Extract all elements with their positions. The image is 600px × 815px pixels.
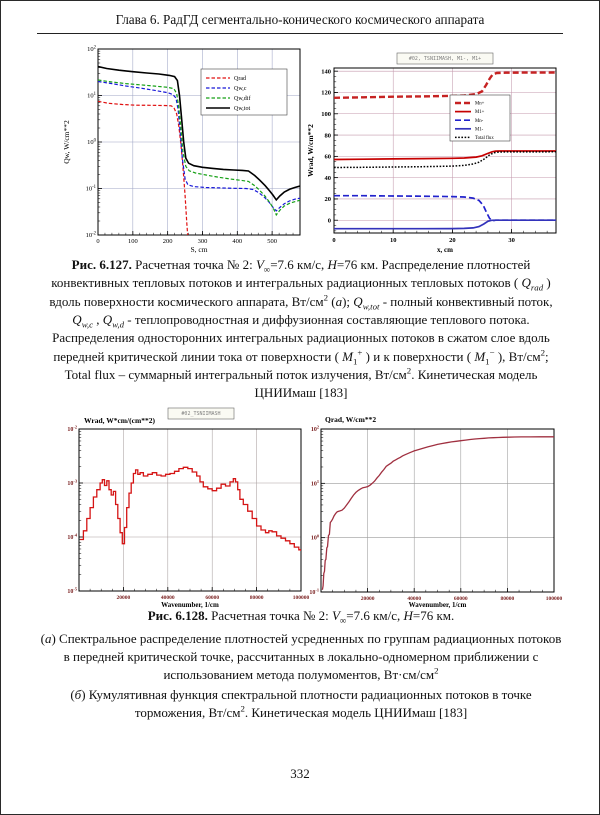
svg-text:Total flux: Total flux: [475, 136, 494, 142]
svg-text:Wrad, W/cm**2: Wrad, W/cm**2: [306, 124, 315, 177]
svg-text:80000: 80000: [500, 596, 515, 602]
chart-spectral-flux: [56, 404, 308, 610]
svg-text:100000: 100000: [545, 596, 563, 602]
page-number: 332: [290, 766, 310, 781]
svg-text:10-2: $10^{-2}$: [67, 424, 77, 433]
svg-text:400: 400: [232, 238, 243, 245]
chart-qw-vs-surface: [56, 43, 304, 255]
svg-text:300: 300: [197, 238, 208, 245]
svg-text:0: 0: [96, 238, 100, 245]
svg-text:102: $10^2$: [310, 424, 319, 433]
svg-text:60000: 60000: [205, 595, 220, 601]
chart-wrad-vs-x: [304, 43, 562, 255]
chart-cumulative-flux: [301, 404, 563, 610]
svg-text:Qw,dif: Qw,dif: [234, 96, 251, 103]
svg-text:100000: 100000: [292, 595, 310, 601]
svg-text:10-1: $10^{-1}$: [309, 587, 319, 596]
svg-text:100: 100: [127, 238, 138, 245]
svg-text:60: 60: [324, 153, 331, 161]
svg-text:Qrad, W/cm**2: Qrad, W/cm**2: [325, 415, 377, 424]
svg-text:101: $10^1$: [310, 479, 319, 488]
svg-text:#02, TSNIIMASH, M1-, M1+: #02, TSNIIMASH, M1-, M1+: [408, 56, 482, 63]
svg-text:10-1: $10^{-1}$: [85, 185, 96, 193]
svg-text:20000: 20000: [360, 596, 375, 602]
svg-text:101: $10^1$: [87, 92, 96, 100]
svg-text:500: 500: [267, 238, 278, 245]
svg-text:Qw,tot: Qw,tot: [234, 106, 251, 113]
svg-text:60000: 60000: [453, 596, 468, 602]
svg-text:Mn+: Mn+: [475, 101, 485, 107]
svg-text:20: 20: [449, 237, 456, 244]
svg-text:80000: 80000: [249, 595, 264, 601]
svg-text:Qw,c: Qw,c: [234, 86, 247, 93]
svg-text:Wrad, W*cm/(cm**2): Wrad, W*cm/(cm**2): [84, 416, 155, 425]
figure-6-128-notes: [39, 630, 563, 723]
svg-text:30: 30: [508, 237, 515, 244]
figure-6-128-caption: Рис. 6.128. Расчетная точка № 2: $V_\infty=7.6$ км/с, H=76 км.: [147, 608, 455, 626]
svg-text:10-5: $10^{-5}$: [67, 586, 77, 595]
svg-text:120: 120: [321, 89, 331, 97]
chapter-title: Глава 6. РадГД сегментально-конического космического аппарата: [115, 12, 485, 27]
note-a: (а) Спектральное распределение плотностей усредненных по группам радиационных потоков в передней критической точке, рассчитанных в локально-одномерном приближении с использованием метода полумоментов, $Вт\cdot см/см^2$: [40, 631, 562, 683]
svg-text:#02_TSNIIMASH: #02_TSNIIMASH: [181, 411, 221, 418]
svg-text:Qw, W/cm**2: Qw, W/cm**2: [62, 120, 71, 164]
svg-text:10-2: $10^{-2}$: [85, 231, 96, 239]
svg-text:M1+: M1+: [475, 110, 485, 116]
svg-text:10-3: $10^{-3}$: [67, 478, 77, 487]
svg-text:140: 140: [321, 68, 331, 76]
svg-text:80: 80: [324, 132, 331, 140]
chapter-header: [37, 12, 563, 34]
svg-text:20000: 20000: [116, 595, 131, 601]
note-b: (б) Кумулятивная функция спектральной плотности радиационных потоков в точке торможения, $Вт/см^2$. Кинетическая модель ЦНИИмаш [183]: [70, 686, 532, 720]
svg-text:102: $10^2$: [87, 45, 96, 53]
svg-text:10-4: $10^{-4}$: [67, 532, 77, 541]
svg-text:200: 200: [162, 238, 173, 245]
svg-text:M1-: M1-: [475, 127, 484, 133]
svg-text:0: 0: [332, 237, 336, 244]
svg-text:20: 20: [324, 196, 331, 204]
svg-text:Qrad: Qrad: [234, 76, 246, 83]
svg-text:10: 10: [389, 237, 397, 244]
svg-text:Wavenumber, 1/cm: Wavenumber, 1/cm: [408, 601, 467, 609]
svg-text:100: 100: [321, 110, 331, 118]
figure-6-127-caption: Рис. 6.127. Расчетная точка № 2: $V_\infty=7.6$ км/с, H=76 км. Распределение плотностей конвективных тепловых потоков и интегральных радиационных тепловых потоков ( $Q_{rad}$ ) вдоль поверхности космического аппарата, $Вт/см^2$ (а); $Q_{w,tot}$ - полный конвективный поток, $Q_{w,c}$ , $Q_{w,d}$ - теплопроводностная и диффузионная составляющие теплового потока. Распределения односторонних интегральных радиационных потоков в сжатом слое вдоль передней критической линии тока от поверхности ( $M_1^+$ ) и к поверхности ( $M_1^-$ ), $Вт/см^2$; Total flux – суммарный интегральный поток излучения, $Вт/см^2$. Кинетическая модель ЦНИИмаш [183]: [49, 257, 553, 401]
svg-text:100: $10^0$: [87, 138, 96, 146]
svg-text:x, cm: x, cm: [437, 246, 453, 254]
svg-text:0: 0: [327, 217, 331, 225]
svg-text:S, cm: S, cm: [190, 245, 208, 254]
svg-text:Wavenumber, 1/cm: Wavenumber, 1/cm: [161, 601, 219, 609]
svg-text:Mn-: Mn-: [475, 118, 484, 124]
svg-text:100: $10^0$: [310, 533, 319, 542]
svg-text:40000: 40000: [407, 596, 422, 602]
svg-text:40: 40: [324, 174, 331, 182]
svg-text:40000: 40000: [160, 595, 175, 601]
